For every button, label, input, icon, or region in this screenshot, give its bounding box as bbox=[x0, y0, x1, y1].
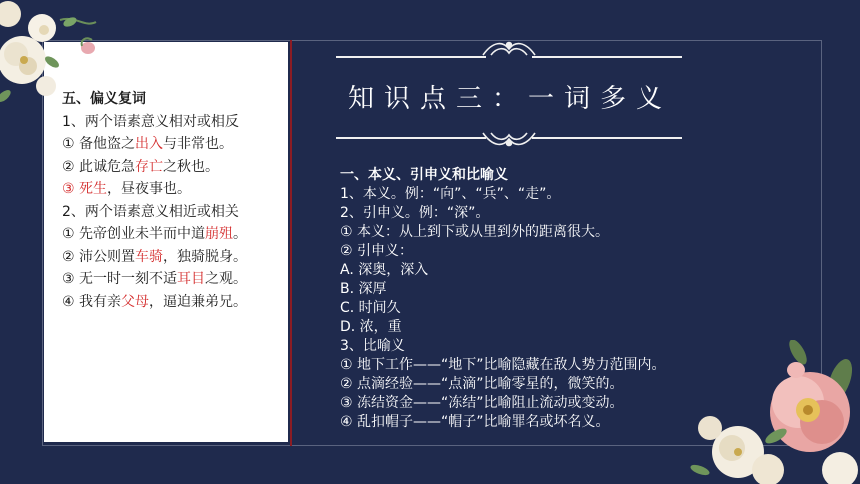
left-line bbox=[62, 156, 292, 179]
flower-top-left-icon bbox=[0, 0, 100, 110]
highlight-text: 耳目 bbox=[177, 271, 206, 287]
right-line: 3、比喻义 bbox=[340, 338, 405, 354]
line-text: ④ 我有亲 bbox=[62, 293, 122, 310]
section-heading: 一、本义、引申义和比喻义 bbox=[340, 167, 508, 183]
line-text: ，独骑脱身。 bbox=[163, 248, 248, 265]
ornament-bottom-icon bbox=[479, 129, 539, 149]
line-text: ① 先帝创业未半而中道 bbox=[62, 226, 206, 242]
line-text: ，昼夜事也。 bbox=[107, 181, 192, 197]
left-line bbox=[62, 246, 292, 269]
line-text: ② 沛公则置 bbox=[62, 248, 136, 265]
highlight-text: 存亡 bbox=[135, 158, 164, 175]
right-line: ③ 冻结资金——“冻结”比喻阻止流动或变动。 bbox=[340, 395, 624, 411]
right-line: B. 深厚 bbox=[340, 281, 387, 297]
line-text: 五、偏义复词 bbox=[62, 91, 146, 107]
right-line: 2、引申义。例：“深”。 bbox=[340, 205, 490, 221]
right-line: ① 本义：从上到下或从里到外的距离很大。 bbox=[340, 224, 609, 240]
right-line: ④ 乱扣帽子——“帽子”比喻罪名或坏名义。 bbox=[340, 414, 610, 430]
line-text: ，逼迫兼弟兄。 bbox=[149, 293, 248, 310]
ornament-line-top-left bbox=[336, 56, 486, 58]
highlight-text: 车骑 bbox=[135, 248, 164, 265]
left-line bbox=[62, 133, 292, 156]
highlight-text: ③ 死生 bbox=[62, 181, 108, 197]
highlight-text: 出入 bbox=[135, 136, 164, 152]
line-text: ② 此诚危急 bbox=[62, 158, 136, 175]
right-line: A. 深奥，深入 bbox=[340, 262, 429, 278]
line-text: ① 备他盗之 bbox=[62, 136, 136, 152]
right-line: 1、本义。例：“向”、“兵”、“走”。 bbox=[340, 186, 561, 202]
ornament-line-bottom-left bbox=[336, 137, 486, 139]
right-line: ② 引申义： bbox=[340, 243, 414, 259]
highlight-text: 父母 bbox=[121, 293, 150, 310]
line-text: 2、两个语素意义相近或相关 bbox=[62, 203, 239, 220]
right-line: D. 浓，重 bbox=[340, 319, 402, 335]
line-text: 之观。 bbox=[205, 271, 248, 287]
left-line bbox=[62, 111, 292, 134]
right-line: ① 地下工作——“地下”比喻隐藏在敌人势力范围内。 bbox=[340, 357, 666, 373]
flower-bottom-right-icon bbox=[690, 340, 860, 484]
left-text-block bbox=[62, 88, 292, 313]
ornament-top-icon bbox=[479, 39, 539, 59]
line-text: 。 bbox=[233, 226, 248, 242]
right-line: C. 时间久 bbox=[340, 300, 401, 316]
line-text: ③ 无一时一刻不适 bbox=[62, 271, 178, 287]
ornament-line-bottom-right bbox=[532, 137, 682, 139]
ornament-line-top-right bbox=[532, 56, 682, 58]
line-text: 1、两个语素意义相对或相反 bbox=[62, 113, 239, 130]
left-line bbox=[62, 291, 292, 314]
left-line bbox=[62, 178, 292, 201]
left-line bbox=[62, 268, 292, 291]
slide-title: 知识点三：一词多义 bbox=[347, 84, 672, 114]
left-line bbox=[62, 201, 292, 224]
line-text: 与非常也。 bbox=[163, 136, 234, 152]
line-text: 之秋也。 bbox=[163, 158, 220, 175]
right-line: ② 点滴经验——“点滴”比喻零星的，微笑的。 bbox=[340, 376, 624, 392]
highlight-text: 崩殂 bbox=[205, 226, 234, 242]
left-line bbox=[62, 223, 292, 246]
